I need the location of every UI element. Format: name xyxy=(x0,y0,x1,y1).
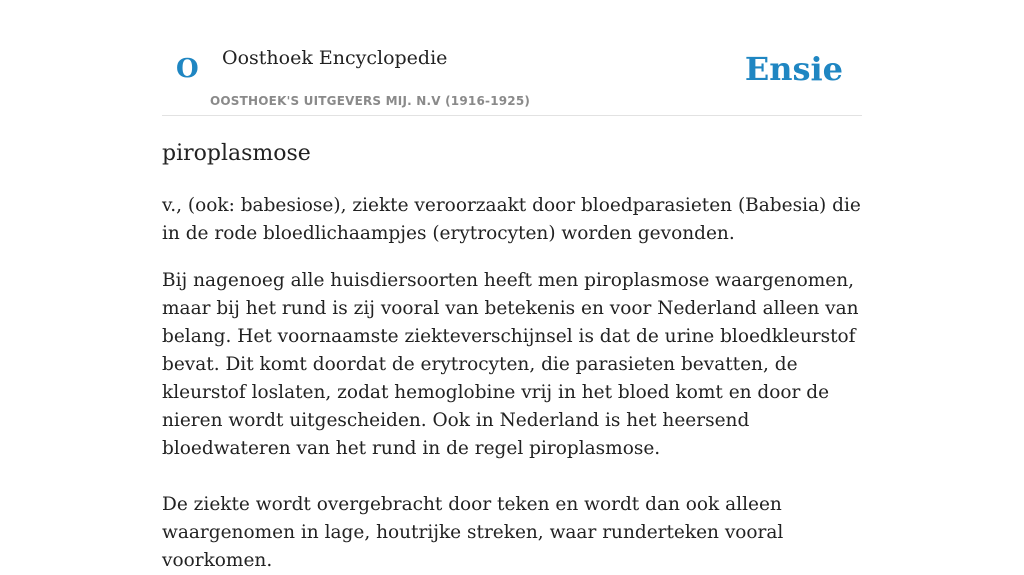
article-paragraph: v., (ook: babesiose), ziekte veroorzaakt door bloedparasieten (Babesia) die in de rode bloedlichaampjes (erytrocyten) worden gevonden. xyxy=(162,195,861,244)
entry-title: piroplasmose xyxy=(162,141,311,166)
publisher-label: OOSTHOEK'S UITGEVERS MIJ. N.V (1916-1925) xyxy=(210,94,531,108)
source-logo[interactable]: O xyxy=(176,54,199,84)
article-body xyxy=(162,136,862,575)
article-paragraph: Bij nagenoeg alle huisdiersoorten heeft men piroplasmose waargenomen, maar bij het rund is zij vooral van betekenis en voor Nederland alleen van belang. Het voornaamste ziekteverschijnsel is dat de urine bloedkleurstof bevat. Dit komt doordat de erytrocyten, die parasieten bevatten, de kleurstof loslaten, zodat hemoglobine vrij in het bloed komt en door de nieren wordt uitgescheiden. Ook in Nederland is het heersend bloedwateren van het rund in de regel piroplasmose. xyxy=(162,270,859,459)
source-header xyxy=(162,0,862,116)
article-paragraph: De ziekte wordt overgebracht door teken en wordt dan ook alleen waargenomen in lage, houtrijke streken, waar runderteken vooral voorkomen. xyxy=(162,494,784,571)
ensie-brand-link[interactable]: Ensie xyxy=(744,50,843,88)
source-title-link[interactable]: Oosthoek Encyclopedie xyxy=(222,47,448,69)
